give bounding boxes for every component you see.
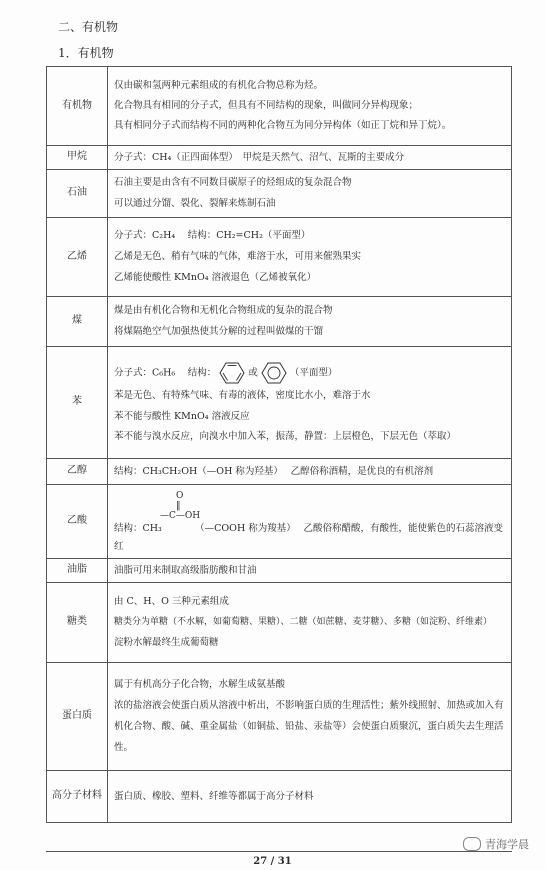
row-desc [108,771,512,823]
table-row [47,170,512,218]
table-row [47,347,512,459]
row-name: 苯 [47,347,108,459]
row-name: 有机物 [47,67,108,146]
footer-divider [46,851,512,852]
table-row [47,583,512,663]
row-name: 蛋白质 [47,663,108,771]
desc-line: 仅由碳和氢两种元素组成的有机化合物总称为烃。 [114,80,324,92]
table-row [47,146,512,170]
row-desc [108,583,512,663]
row-desc [108,170,512,218]
desc-line: 煤是由有机化合物和无机化合物组成的复杂的混合物 [114,305,333,317]
table-row [47,218,512,297]
desc-line: 具有相同分子式而结构不同的两种化合物互为同分异构体（如正丁烷和异丁烷）。 [114,119,452,131]
page-number: 27 / 31 [253,856,292,867]
row-desc [108,67,512,146]
row-desc [108,663,512,771]
watermark-text: 青海学晨 [485,838,529,851]
row-name: 乙酸 [47,485,108,559]
desc-line: 乙烯能使酸性 KMnO₄ 溶液退色（乙烯被氧化） [114,271,317,283]
desc-line: 乙烯是无色、稍有气味的气体，难溶于水，可用来催熟果实 [114,251,362,263]
row-name: 石油 [47,170,108,218]
desc-line: 蛋白质、橡胶、塑料、纤维等都属于高分子材料 [114,790,314,802]
desc-line: 机化合物、酸、碱、重金属盐（如铜盐、铅盐、汞盐等）会使蛋白质聚沉，蛋白质失去生理活 [114,721,504,732]
table-row [47,459,512,485]
formula-prefix: 分子式：C₆H₆ 结构： [114,367,217,379]
desc-line: 化合物具有相同的分子式，但具有不同结构的现象，叫做同分异构现象； [114,100,419,112]
row-name: 乙烯 [47,218,108,297]
table-row [47,559,512,583]
row-desc [108,347,512,459]
table-row [47,771,512,823]
desc-line: 由 C、H、O 三种元素组成 [114,596,229,607]
section-title: 二、有机物 [58,20,119,34]
desc-line: 可以通过分馏、裂化、裂解来炼制石油 [114,198,276,209]
organic-compounds-table [46,66,512,823]
benzene-formula-line [114,362,505,384]
row-name: 甲烷 [47,146,108,170]
row-desc [108,218,512,297]
desc-line: 浓的盐溶液会使蛋白质从溶液中析出，不影响蛋白质的生理活性；紫外线照射、加热或加入有 [114,700,504,712]
table-row [47,297,512,347]
table-row [47,67,512,146]
desc-line: 结构：CH₃CH₂OH（—OH 称为羟基） 乙醇俗称酒精，是优良的有机溶剂 [114,465,434,477]
desc-line: 苯不能与酸性 KMnO₄ 溶液反应 [114,410,250,422]
desc-line: 属于有机高分子化合物，水解生成氨基酸 [114,679,286,691]
formula-or: 或 [248,367,258,379]
table-row [47,485,512,559]
subsection-title: 1．有机物 [58,46,114,60]
carbonyl-oxygen: O [176,490,184,501]
desc-line: 红 [114,540,124,552]
row-desc [108,485,512,559]
desc-line: 石油主要是由含有不同数目碳原子的烃组成的复杂混合物 [114,177,352,189]
row-desc [108,146,512,170]
desc-line: 苯是无色、有特殊气味、有毒的液体，密度比水小，难溶于水 [114,389,371,401]
row-name: 糖类 [47,583,108,663]
row-name: 煤 [47,297,108,347]
formula-suffix: （平面型） [289,367,338,379]
desc-line: 将煤隔绝空气加强热使其分解的过程叫做煤的干馏 [114,326,324,337]
desc-line: 糖类分为单糖（不水解，如葡萄糖、果糖）、二糖（如蔗糖、麦芽糖）、多糖（如淀粉、纤维素） [114,616,493,627]
desc-line: 苯不能与溴水反应，向溴水中加入苯，振荡，静置：上层橙色，下层无色（萃取） [114,431,457,443]
row-name: 油脂 [47,559,108,583]
desc-line: 性。 [114,741,134,753]
row-desc [108,459,512,485]
benzene-kekule-icon [219,362,245,384]
desc-line: 结构：CH₃ （—COOH 称为羧基） 乙酸俗称醋酸，有酸性，能使紫色的石蕊溶液变 [114,522,504,534]
row-desc [108,559,512,583]
desc-line: 分子式：CH₄（正四面体型） 甲烷是天然气、沼气、瓦斯的主要成分 [114,151,405,163]
wechat-icon [463,837,481,851]
watermark [463,836,529,852]
benzene-ring-icon [261,362,287,384]
row-desc [108,297,512,347]
carboxyl-chain: —C—OH [160,510,201,521]
carbonyl-double-bond: ‖ [176,500,181,511]
desc-line: 分子式：C₂H₄ 结构：CH₂=CH₂（平面型） [114,230,311,242]
desc-line: 油脂可用来制取高级脂肪酸和甘油 [114,564,257,576]
row-name: 乙醇 [47,459,108,485]
table-row [47,663,512,771]
row-name: 高分子材料 [47,771,108,823]
desc-line: 淀粉水解最终生成葡萄糖 [114,637,219,649]
